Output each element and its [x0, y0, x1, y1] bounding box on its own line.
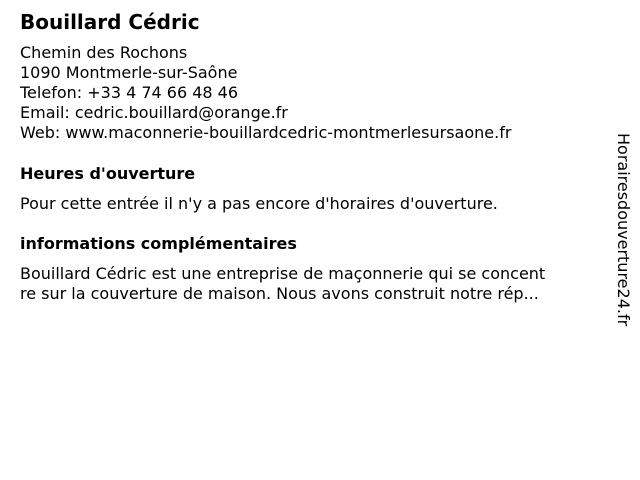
- business-name: Bouillard Cédric: [20, 10, 200, 34]
- street-address: Chemin des Rochons: [20, 43, 188, 62]
- website-url: Web: www.maconnerie-bouillardcedric-montmerlesursaone.fr: [20, 123, 512, 142]
- phone-number: Telefon: +33 4 74 66 48 46: [20, 83, 239, 102]
- opening-hours-heading: Heures d'ouverture: [20, 164, 196, 183]
- additional-info-text: [20, 264, 595, 304]
- site-watermark: Horairesdouverture24.fr: [614, 133, 633, 327]
- contact-block: [20, 43, 600, 143]
- email-address: Email: cedric.bouillard@orange.fr: [20, 103, 288, 122]
- additional-info-line: Bouillard Cédric est une entreprise de maçonnerie qui se concent: [20, 264, 546, 283]
- opening-hours-text: Pour cette entrée il n'y a pas encore d'horaires d'ouverture.: [20, 194, 498, 213]
- additional-info-line: re sur la couverture de maison. Nous avons construit notre rép...: [20, 284, 539, 303]
- postal-city: 1090 Montmerle-sur-Saône: [20, 63, 238, 82]
- additional-info-heading: informations complémentaires: [20, 234, 297, 253]
